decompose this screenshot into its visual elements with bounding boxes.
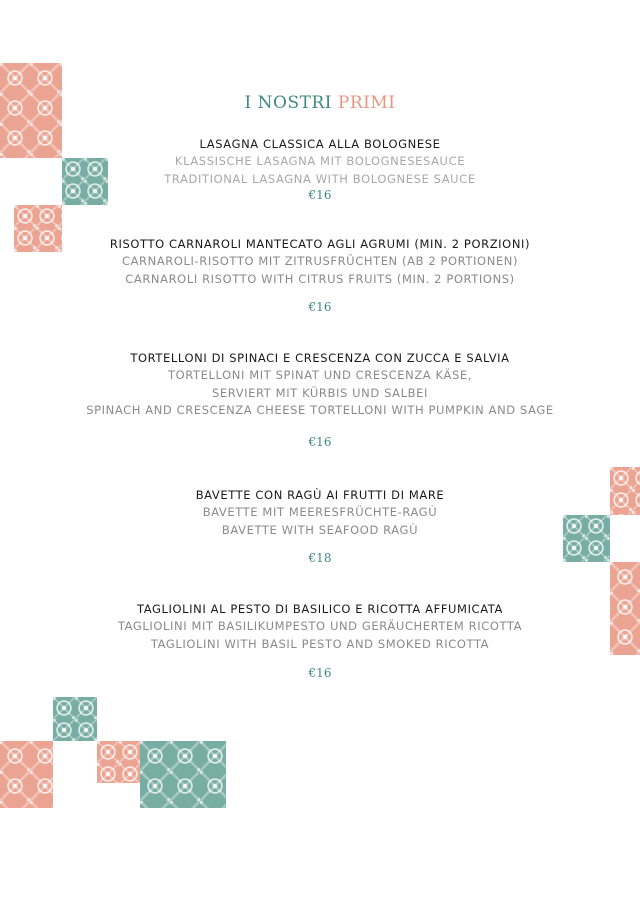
dish-description-en: BAVETTE WITH SEAFOOD RAGÙ	[221, 522, 419, 537]
menu-item-tagliolini	[0, 601, 640, 680]
dish-name: TAGLIOLINI AL PESTO DI BASILICO E RICOTTA AFFUMICATA	[137, 602, 503, 616]
dish-price: €16	[308, 300, 332, 314]
dish-price: €16	[308, 666, 332, 680]
dish-description-de: CARNAROLI-RISOTTO MIT ZITRUSFRÜCHTEN (AB 2 PORTIONEN)	[121, 254, 519, 268]
dish-description-de-line1: TORTELLONI MIT SPINAT UND CRESCENZA KÄSE,	[168, 368, 472, 382]
decorative-tile-bottom-teal-small	[53, 697, 97, 741]
dish-price: €16	[308, 188, 332, 202]
decorative-tile-bottom-teal-large	[140, 741, 226, 808]
dish-name: BAVETTE CON RAGÙ AI FRUTTI DI MARE	[195, 488, 445, 502]
dish-name: TORTELLONI DI SPINACI E CRESCENZA CON ZUCCA E SALVIA	[130, 351, 510, 365]
dish-description-de-line2: SERVIERT MIT KÜRBIS UND SALBEI	[211, 385, 429, 400]
dish-description-de: TAGLIOLINI MIT BASILIKUMPESTO UND GERÄUCHERTEM RICOTTA	[117, 619, 523, 633]
menu-item-lasagna	[0, 136, 640, 202]
menu-item-tortelloni	[0, 350, 640, 449]
decorative-tile-bottom-pink-mid	[97, 741, 140, 783]
dish-name: RISOTTO CARNAROLI MANTECATO AGLI AGRUMI (MIN. 2 PORZIONI)	[109, 237, 531, 251]
dish-price: €18	[308, 551, 332, 565]
decorative-tile-bottom-pink-left	[0, 741, 53, 808]
dish-description-de: KLASSISCHE LASAGNA MIT BOLOGNESESAUCE	[174, 154, 466, 168]
page-title	[0, 93, 640, 113]
menu-item-bavette	[0, 487, 640, 565]
title-part-primi: PRIMI	[337, 93, 396, 113]
dish-name: LASAGNA CLASSICA ALLA BOLOGNESE	[199, 137, 441, 151]
dish-description-en: TAGLIOLINI WITH BASIL PESTO AND SMOKED RICOTTA	[150, 636, 490, 651]
dish-description-en: SPINACH AND CRESCENZA CHEESE TORTELLONI WITH PUMPKIN AND SAGE	[86, 403, 554, 417]
menu-item-risotto	[0, 236, 640, 314]
dish-description-en: TRADITIONAL LASAGNA WITH BOLOGNESE SAUCE	[164, 171, 476, 186]
dish-price: €16	[308, 434, 332, 449]
dish-description-de: BAVETTE MIT MEERESFRÜCHTE-RAGÙ	[202, 505, 438, 519]
dish-description-en: CARNAROLI RISOTTO WITH CITRUS FRUITS (MIN. 2 PORTIONS)	[125, 271, 515, 286]
title-part-nostri: I NOSTRI	[244, 93, 332, 113]
